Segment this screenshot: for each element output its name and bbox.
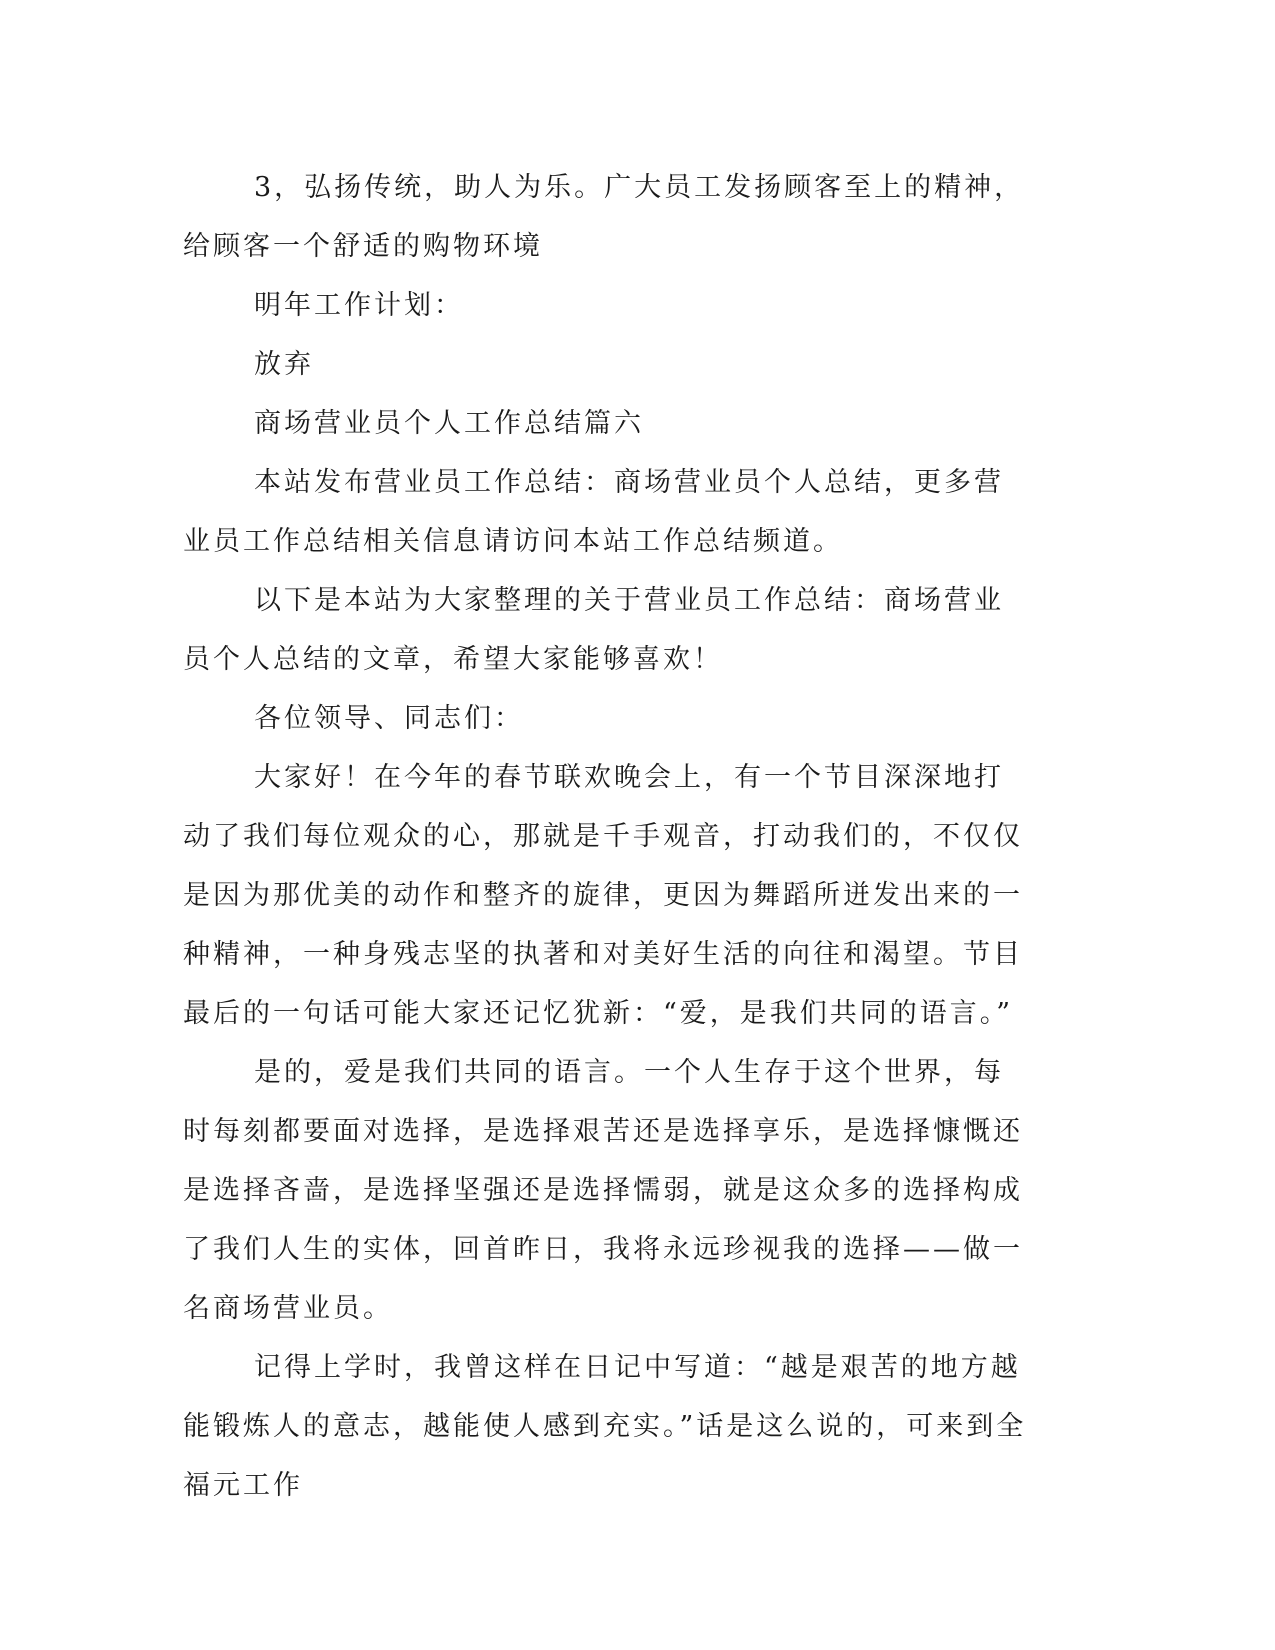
paragraph-site-notice: 本站发布营业员工作总结：商场营业员个人总结，更多营业员工作总结相关信息请访问本站工作总结频道。 bbox=[183, 467, 1004, 557]
document-body bbox=[183, 158, 1033, 1515]
paragraph-salutation: 各位领导、同志们： bbox=[254, 703, 524, 734]
paragraph-choice: 是的，爱是我们共同的语言。一个人生存于这个世界，每时每刻都要面对选择，是选择艰苦还是选择享乐，是选择慷慨还是选择吝啬，是选择坚强还是选择懦弱，就是这众多的选择构成了我们人生的实体，回首昨日，我将永远珍视我的选择——做一名商场营业员。 bbox=[183, 1057, 1023, 1324]
paragraph-customer-service: 3，弘扬传统，助人为乐。广大员工发扬顾客至上的精神，给顾客一个舒适的购物环境 bbox=[183, 172, 1025, 262]
paragraph-give-up: 放弃 bbox=[254, 349, 314, 380]
paragraph-diary: 记得上学时，我曾这样在日记中写道：“越是艰苦的地方越能锻炼人的意志，越能使人感到充实。”话是这么说的，可来到全福元工作 bbox=[183, 1352, 1027, 1501]
paragraph-next-year-plan-heading: 明年工作计划： bbox=[254, 290, 464, 321]
paragraph-greeting: 大家好！在今年的春节联欢晚会上，有一个节目深深地打动了我们每位观众的心，那就是千手观音，打动我们的，不仅仅是因为那优美的动作和整齐的旋律，更因为舞蹈所迸发出来的一种精神，一种身残志坚的执著和对美好生活的向往和渴望。节目最后的一句话可能大家还记忆犹新：“爱，是我们共同的语言。” bbox=[183, 762, 1023, 1029]
paragraph-intro: 以下是本站为大家整理的关于营业员工作总结：商场营业员个人总结的文章，希望大家能够喜欢！ bbox=[183, 585, 1004, 675]
section-title-part-six: 商场营业员个人工作总结篇六 bbox=[254, 408, 644, 439]
